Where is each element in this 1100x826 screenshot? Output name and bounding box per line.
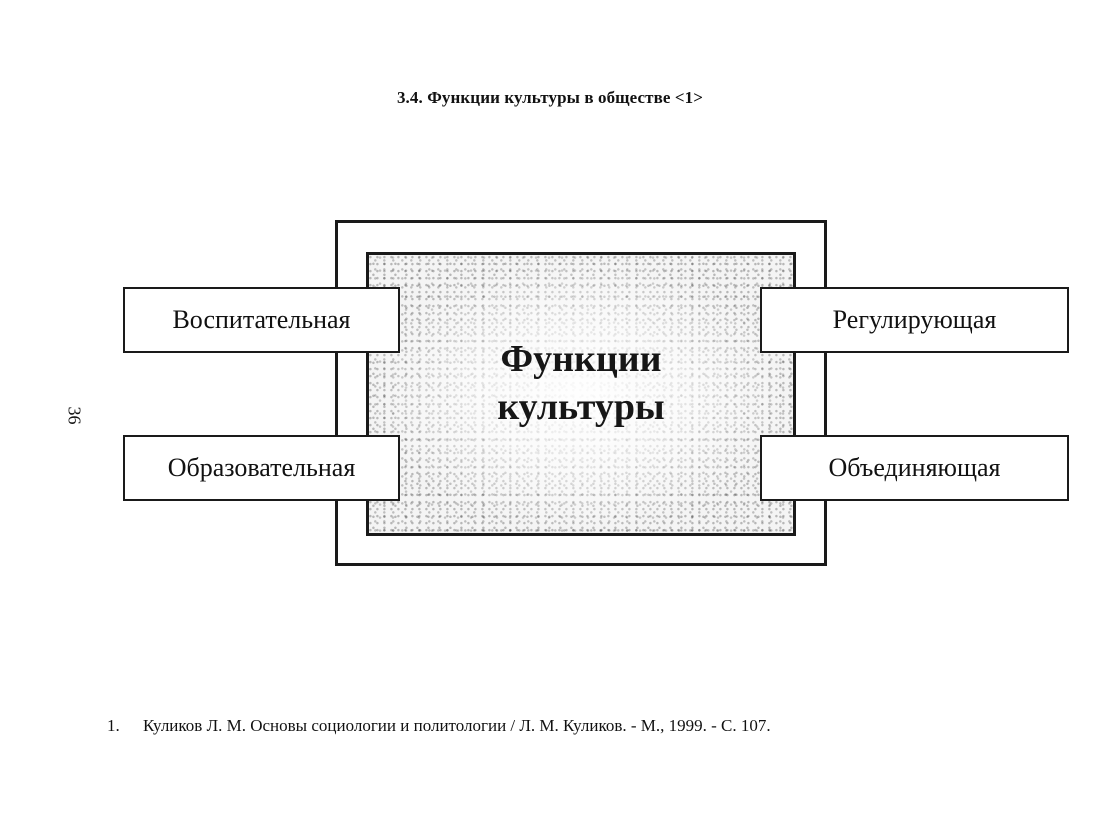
footnote-number: 1. [107,716,120,735]
center-label-line1: Функции [500,338,662,380]
footnote [107,716,771,736]
page-title: 3.4. Функции культуры в обществе <1> [396,88,704,107]
center-label-line2: культуры [497,386,665,428]
page-number: 36 [64,406,85,425]
function-box-unifying: Объединяющая [760,435,1069,501]
function-box-upbringing: Воспитательная [123,287,400,353]
function-box-regulating: Регулирующая [760,287,1069,353]
function-box-educational: Образовательная [123,435,400,501]
footnote-text: Куликов Л. М. Основы социологии и политологии / Л. М. Куликов. - М., 1999. - С. 107. [143,716,771,735]
diagram-center-label [366,335,796,431]
